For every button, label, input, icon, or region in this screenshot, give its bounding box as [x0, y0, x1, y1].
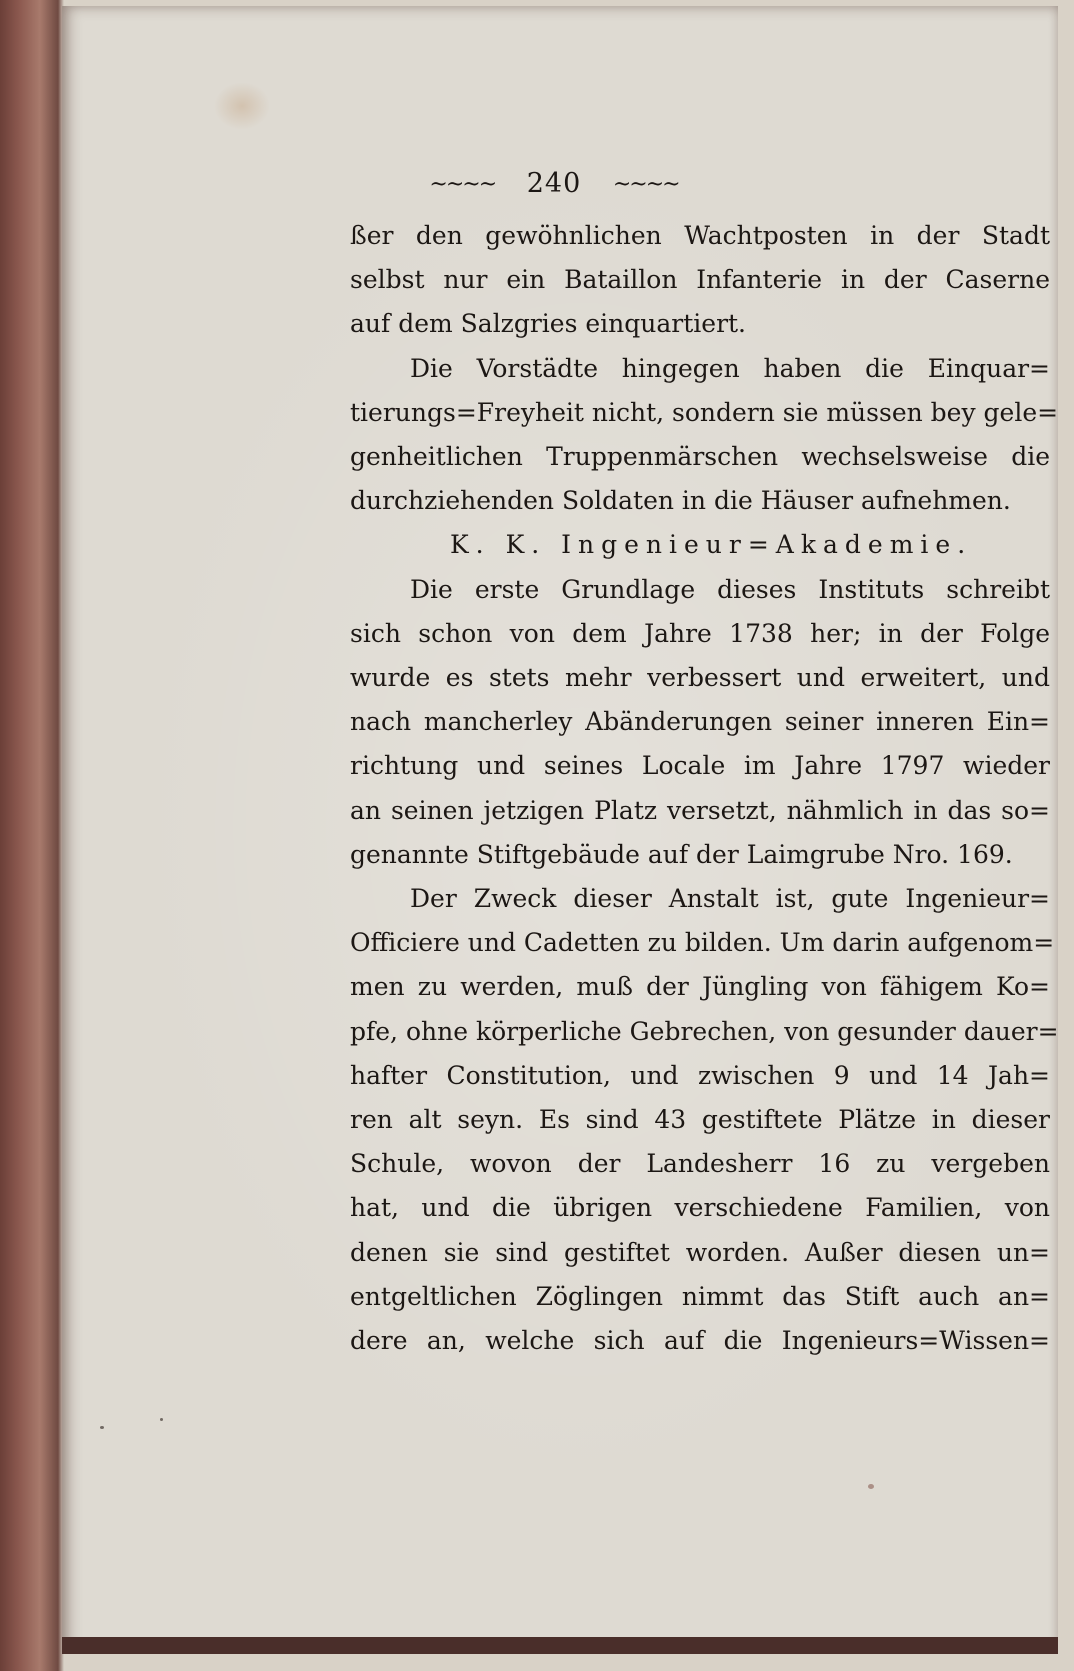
page-bottom-edge	[62, 1637, 1058, 1654]
right-ornament: ~~~~	[612, 172, 679, 197]
text-line: pfe, ohne körperliche Gebrechen, von gesunder dauer=	[350, 1016, 1059, 1046]
text-line: hafter Constitution, und zwischen 9 und 14 Jah=	[350, 1060, 1050, 1090]
text-line: Die Vorstädte hingegen haben die Einquar=	[410, 353, 1050, 383]
text-line: Die erste Grundlage dieses Instituts schreibt	[410, 574, 1050, 604]
text-line: durchziehenden Soldaten in die Häuser aufnehmen.	[350, 486, 1011, 516]
text-line: nach mancherley Abänderungen seiner inneren Ein=	[350, 707, 1050, 737]
paper-speck	[160, 1418, 163, 1421]
text-line: richtung und seines Locale im Jahre 1797 wieder	[350, 751, 1050, 781]
text-line: Schule, wovon der Landesherr 16 zu vergeben	[350, 1149, 1050, 1179]
text-line: ren alt seyn. Es sind 43 gestiftete Plätze in dieser	[350, 1105, 1050, 1135]
text-line: tierungs=Freyheit nicht, sondern sie müssen bey gele=	[350, 397, 1059, 427]
text-line: Der Zweck dieser Anstalt ist, gute Ingenieur=	[410, 884, 1050, 914]
text-line: selbst nur ein Bataillon Infanterie in der Caserne	[350, 265, 1050, 295]
text-line: entgeltlichen Zöglingen nimmt das Stift auch an=	[350, 1281, 1050, 1311]
text-line: denen sie sind gestiftet worden. Außer diesen un=	[350, 1237, 1050, 1267]
body-text	[350, 214, 1059, 1363]
text-line: an seinen jetzigen Platz versetzt, nähmlich in das so=	[350, 795, 1050, 825]
left-ornament: ~~~~	[429, 172, 496, 197]
text-line: ßer den gewöhnlichen Wachtposten in der Stadt	[350, 221, 1050, 250]
text-line: sich schon von dem Jahre 1738 her; in der Folge	[350, 618, 1050, 648]
paper-speck	[868, 1484, 874, 1489]
page-number: 240	[526, 168, 582, 199]
text-line: genannte Stiftgebäude auf der Laimgrube Nro. 169.	[350, 839, 1013, 869]
book-page	[62, 6, 1058, 1654]
section-heading: K. K. Ingenieur=Akademie.	[450, 530, 973, 560]
paper-speck	[100, 1426, 104, 1429]
text-line: genheitlichen Truppenmärschen wechselsweise die	[350, 442, 1050, 472]
text-line: men zu werden, muß der Jüngling von fähigem Ko=	[350, 972, 1050, 1002]
text-line: dere an, welche sich auf die Ingenieurs=Wissen=	[350, 1326, 1050, 1356]
page-header	[274, 168, 834, 199]
text-line: wurde es stets mehr verbessert und erweitert, und	[350, 663, 1050, 693]
text-line: auf dem Salzgries einquartiert.	[350, 309, 747, 339]
text-line: hat, und die übrigen verschiedene Familien, von	[350, 1193, 1050, 1223]
text-line: Officiere und Cadetten zu bilden. Um darin aufgenom=	[350, 928, 1055, 958]
